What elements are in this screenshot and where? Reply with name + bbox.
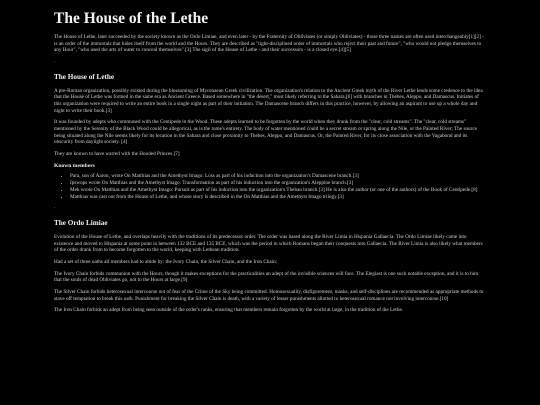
section-separator: . — [54, 205, 56, 211]
limiae-paragraph-4: The Silver Chain forbids heterosexual intercourse out of fear of the Crime of the Sky being committed. Homosexuality, disfigurement, masks, and self-disciplines are recommended as appropriate methods to stave off temptation to break this oath. Punishment for breaking the Silver Chain is death, with a variety of lesser punishments allotted to heterosexual romance not involving intercourse.[10] — [54, 288, 484, 302]
members-list — [54, 173, 486, 200]
lethe-paragraph-2: It was founded by adepts who communed with the Centipede in the Wood. These adepts learned to be forgotten by the world when they drank from the "clear, cold streams". The "clear, cold streams" mentioned by the Serenity of the Black Wood could be allegorical, as is the tome's entirety. The body of water mentioned could be a secret stream or spring along the Nile, or the Painted River; The source being situated along the Nile seems likely for its location in the Sahara and close proximity to Thebes, Aleppo, and Damascus. Or, the Painted River, for its close association with the Vagabond and its obscurity from daylight society. [4] — [54, 119, 477, 146]
limiae-paragraph-2: Had a set of three oaths all members had to abide by: the Ivory Chain, the Silver Chain, and the Iron Chain: — [54, 258, 278, 265]
limiae-paragraph-1: Evolution of the House of Lethe, and overlaps heavily with the traditions of its predecessor order. The order was based along the River Limia in Hispania Gallaecia. The Ordo Limiae likely came into existence and moved to Hispania at some point in between 132 BCE and 135 BCE, which was the period in which Romans began their conquests into Gallaecia. The River Limia is also likely what members of the order drank from to become forgotten to the world, keeping with Lethean tradition. — [54, 233, 483, 254]
intro-paragraph: The House of Lethe, later succeeded by the society known as the Ordo Limiae, and even later - by the Fraternity of Obliviates (or simply Obliviates) - those three names are often used interchangeably[1][2] - is an order of the immortals that hides itself from the world and the Hours. They are described as "tight-disciplined order of immortals who reject their past and future", "who would not pledge themselves to any Hour", "who used the arts of water to conceal themselves".[3] The sigil of the House of Lethe - and their successors - is a closed eye.[4][5] — [54, 34, 484, 54]
section-heading-limiae: The Ordo Limiae — [54, 219, 108, 228]
limiae-paragraph-3: The Ivory Chain forbids communion with the Hours, though it makes exceptions for the practicalities an adept of the invisible sciences will face. The Elegiast is one such notable exception, and it is to him that the souls of dead Obliviates go, not to the Hours at large.[9] — [54, 270, 479, 284]
list-item: • Para, son of Aaron, wrote On Matthias and the Amethyst Imago: Loss as part of his induction into the organization's Damascene branch.[3] — [70, 173, 486, 180]
list-item: • Mek wrote On Matthias and the Amethyst Imago: Pursuit as part of his induction into the organization's Theban branch.[3] He is also the author (or one of the authors) of the Book of Centipede.[8] — [70, 187, 486, 194]
lethe-paragraph-3: They are known to have warred with the Hooded Princes.[7] — [54, 150, 180, 157]
section-heading-lethe: The House of Lethe — [54, 73, 115, 82]
list-item: • Ipswops wrote On Matthias and the Amethyst Imago: Transformation as part of his induction into the organization's Aleppine branch.[3] — [70, 180, 486, 187]
lethe-paragraph-1: A pre-Roman organization, possibly existed during the blossoming of Mycenaean Greek civilization. The organization's relation to the Ancient Greek myth of the River Lethe lends some credence to the idea that the House of Lethe was formed in the same era as Ancient Greece. Based somewhere in "the desert," most likely referring to the Sahara,[6] with branches in Thebes, Aleppo, and Damascus. Initiates of this organization were required to write an entire book in a single night as part of their initiation. The Damascene branch differs in this practice, however, by allowing an aspirant to use up a whole day and night to write their book.[3] — [54, 87, 483, 114]
page-title: The House of the Lethe — [54, 10, 209, 27]
limiae-paragraph-5: The Iron Chain forbids an adept from being seen outside of the order's ranks, ensuring that members remain forgotten by the world at large, in the tradition of the Lethe. — [54, 307, 404, 314]
members-heading: Known members — [54, 162, 95, 169]
list-item: • Matthias was cast out from the House of Lethe, and whose story is described in the On Matthias and the Amethyst Imago trilogy.[3] — [70, 194, 486, 201]
section-separator: . — [54, 59, 56, 65]
